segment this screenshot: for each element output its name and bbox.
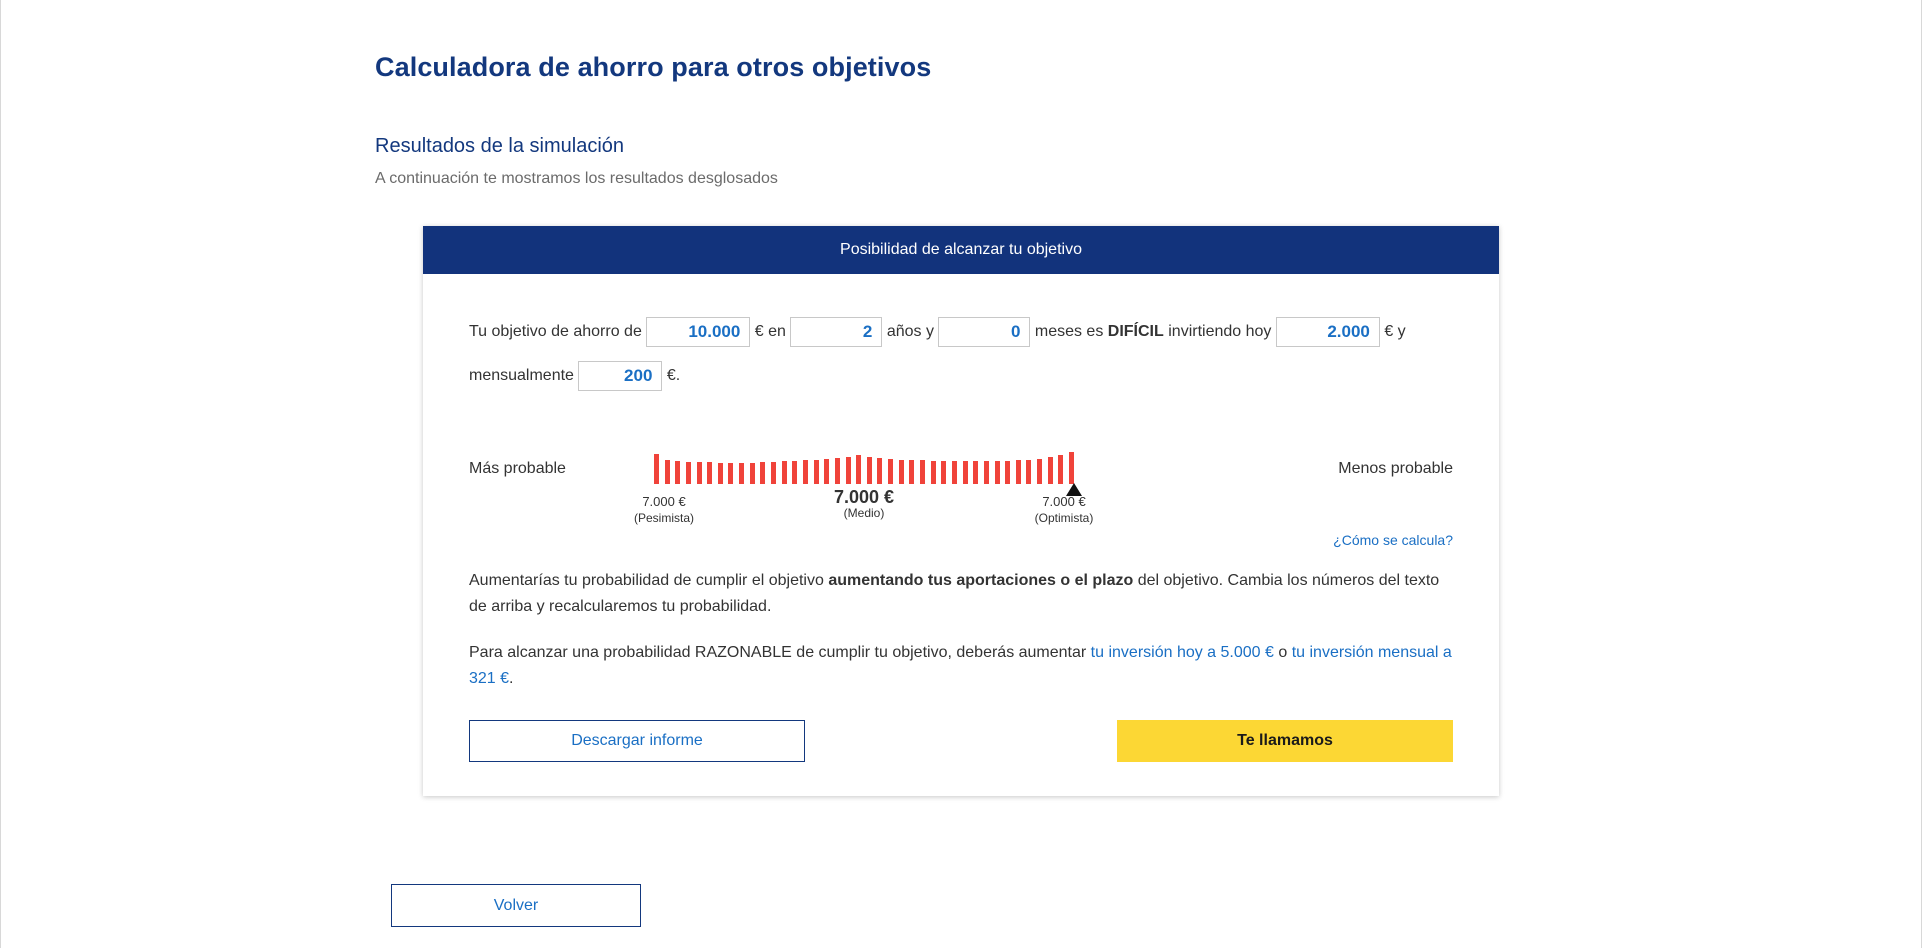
probability-bar <box>973 461 978 484</box>
recommendation-text-a: Para alcanzar una probabilidad RAZONABLE de cumplir tu objetivo, deberás aumentar <box>469 644 1091 661</box>
increase-monthly-link[interactable]: tu inversión mensual a 321 € <box>469 644 1452 687</box>
sentence-part-5: invirtiendo hoy <box>1168 323 1272 340</box>
probability-bar <box>920 460 925 484</box>
scale-medium-value: 7.000 € <box>833 487 895 507</box>
probability-bar <box>718 463 723 485</box>
probability-chart <box>469 434 1453 544</box>
probability-bar <box>707 462 712 484</box>
probability-bar <box>1058 455 1063 484</box>
scale-optimistic-label: (Optimista) <box>1034 511 1094 525</box>
advice-text-a: Aumentarías tu probabilidad de cumplir el objetivo <box>469 572 829 589</box>
probability-bar <box>846 457 851 485</box>
probability-label-more: Más probable <box>469 460 566 477</box>
recommendation-text-b: o <box>1273 644 1292 661</box>
sentence-part-7: mensualmente <box>469 367 574 384</box>
probability-bar <box>877 458 882 484</box>
card-body <box>423 274 1499 796</box>
recommendation-text-c: . <box>509 670 514 687</box>
probability-bar <box>931 461 936 484</box>
probability-bar <box>792 461 797 484</box>
probability-bar <box>963 461 968 484</box>
scale-medium <box>794 489 934 521</box>
back-button[interactable]: Volver <box>391 884 641 927</box>
scale-medium-label: (Medio) <box>843 506 885 520</box>
card-actions <box>469 720 1453 762</box>
summary-sentence <box>469 310 1453 398</box>
probability-bar <box>750 463 755 485</box>
probability-bar <box>899 460 904 485</box>
section-title: Resultados de la simulación <box>375 135 625 157</box>
probability-bar <box>909 460 914 484</box>
probability-bar <box>654 454 659 485</box>
how-calculated-link[interactable]: ¿Cómo se calcula? <box>1333 532 1453 548</box>
probability-bar <box>1016 460 1021 484</box>
initial-investment-input[interactable] <box>1276 317 1380 347</box>
probability-bar <box>867 457 872 485</box>
probability-bar <box>888 459 893 484</box>
probability-bar <box>782 461 787 484</box>
probability-bar <box>665 460 670 485</box>
difficulty-label: DIFÍCIL <box>1107 323 1164 340</box>
increase-initial-link[interactable]: tu inversión hoy a 5.000 € <box>1090 644 1274 661</box>
call-me-button[interactable]: Te llamamos <box>1117 720 1453 762</box>
probability-bar <box>803 460 808 484</box>
sentence-part-6: € y <box>1384 323 1406 340</box>
scale-optimistic <box>1009 494 1119 526</box>
probability-bar <box>771 462 776 484</box>
scale-pessimistic-value: 7.000 € <box>642 494 686 509</box>
card-header: Posibilidad de alcanzar tu objetivo <box>423 226 1499 274</box>
probability-bar <box>1005 461 1010 484</box>
probability-bars <box>654 452 1074 484</box>
sentence-part-1: Tu objetivo de ahorro de <box>469 323 642 340</box>
sentence-part-2: € en <box>754 323 786 340</box>
probability-bar <box>1037 459 1042 484</box>
probability-bar <box>697 462 702 484</box>
download-report-button[interactable]: Descargar informe <box>469 720 805 762</box>
probability-bar <box>1026 460 1031 485</box>
years-input[interactable] <box>790 317 882 347</box>
probability-bar <box>728 463 733 485</box>
sentence-part-3: años y <box>886 323 934 340</box>
probability-bar <box>995 461 1000 484</box>
probability-bar <box>675 461 680 484</box>
probability-bar <box>814 460 819 485</box>
months-input[interactable] <box>938 317 1030 347</box>
scale-pessimistic <box>609 494 719 526</box>
sentence-part-4: meses es <box>1034 323 1104 340</box>
probability-bar <box>686 462 691 484</box>
advice-text-bold: aumentando tus aportaciones o el plazo <box>828 572 1134 589</box>
section-description: A continuación te mostramos los resultados desglosados <box>375 170 778 187</box>
monthly-investment-input[interactable] <box>578 361 662 391</box>
probability-bar <box>984 461 989 484</box>
scale-optimistic-value: 7.000 € <box>1042 494 1086 509</box>
probability-bar <box>1048 457 1053 484</box>
advice-text-b: del objetivo. Cambia los números del texto de arriba y recalcularemos tu probabilidad. <box>469 572 1440 615</box>
recommendation-paragraph <box>469 640 1453 692</box>
goal-amount-input[interactable] <box>646 317 750 347</box>
probability-bar <box>856 455 861 484</box>
probability-bar <box>835 458 840 484</box>
page-title: Calculadora de ahorro para otros objetivos <box>375 52 932 82</box>
advice-paragraph <box>469 568 1453 620</box>
probability-bar <box>760 462 765 484</box>
scale-pessimistic-label: (Pesimista) <box>633 511 694 525</box>
sentence-part-8: €. <box>666 367 681 384</box>
probability-bar <box>941 461 946 484</box>
probability-bar <box>1069 452 1074 484</box>
page-border-left <box>0 0 1 948</box>
probability-bar <box>952 461 957 484</box>
results-card <box>423 226 1499 796</box>
probability-label-less: Menos probable <box>1338 460 1453 477</box>
probability-bar <box>824 459 829 484</box>
probability-bar <box>739 463 744 485</box>
